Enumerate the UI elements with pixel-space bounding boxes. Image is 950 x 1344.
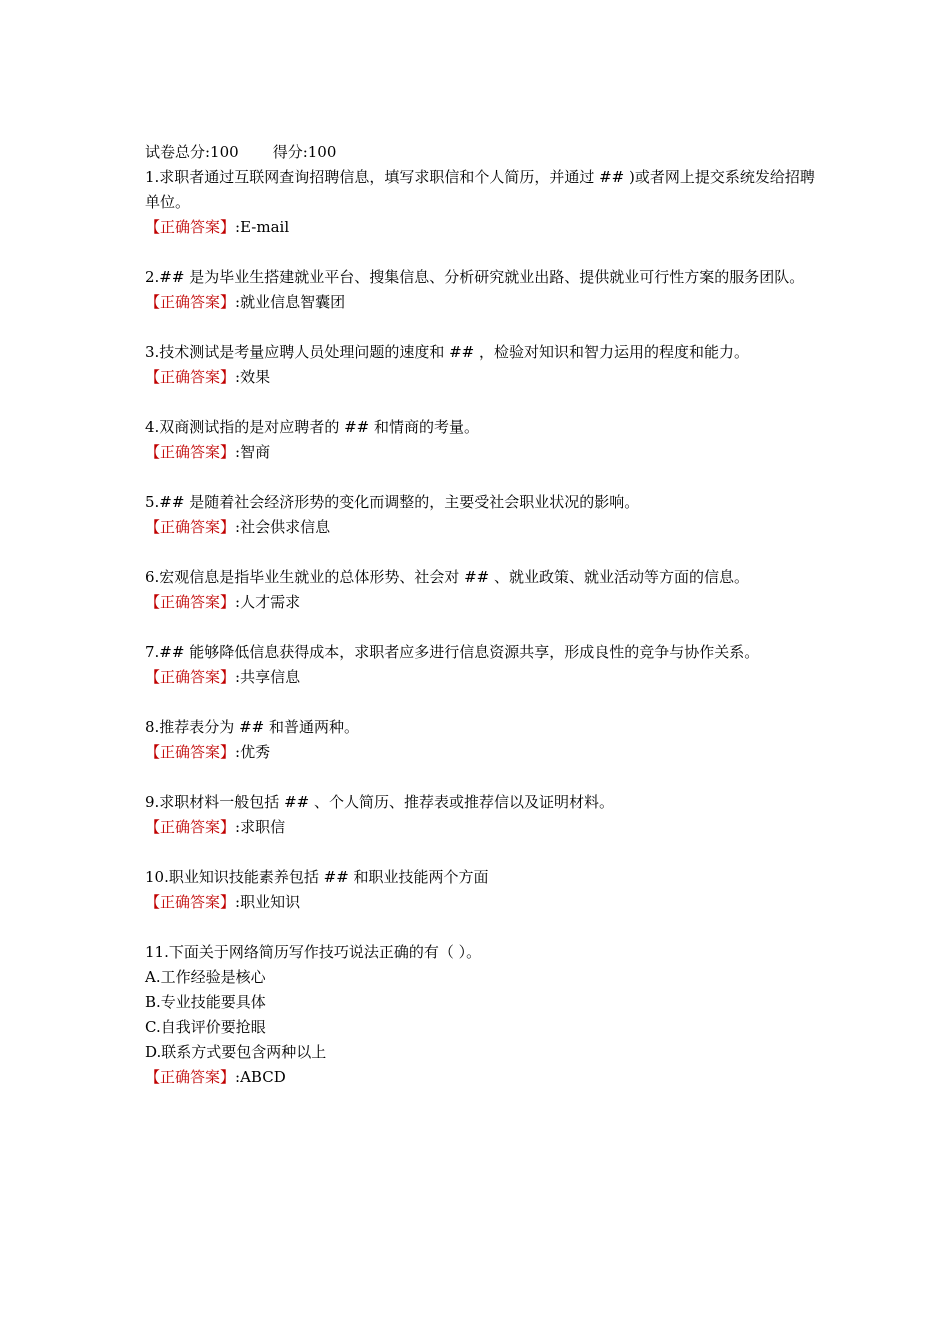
answer-value: 就业信息智囊团 (240, 293, 346, 311)
answer-separator: : (235, 368, 241, 386)
question-list (145, 165, 815, 1090)
answer-separator: : (235, 443, 241, 461)
correct-answer (145, 365, 815, 390)
question-item (145, 265, 815, 315)
answer-value: 共享信息 (240, 668, 301, 686)
answer-label: 【正确答案】 (145, 743, 236, 761)
question-option: D.联系方式要包含两种以上 (145, 1043, 327, 1061)
answer-separator: : (235, 818, 241, 836)
correct-answer (145, 515, 815, 540)
correct-answer (145, 290, 815, 315)
correct-answer (145, 890, 815, 915)
question-item (145, 565, 815, 615)
answer-label: 【正确答案】 (145, 443, 236, 461)
question-option: B.专业技能要具体 (145, 993, 266, 1011)
question-item (145, 865, 815, 915)
answer-separator: : (235, 218, 241, 236)
question-text: 1.求职者通过互联网查询招聘信息，填写求职信和个人简历，并通过 ## )或者网上提交系统发给招聘单位。 (145, 168, 815, 211)
question-item (145, 490, 815, 540)
answer-label: 【正确答案】 (145, 1068, 236, 1086)
answer-separator: : (235, 293, 241, 311)
answer-label: 【正确答案】 (145, 818, 236, 836)
question-item (145, 415, 815, 465)
answer-separator: : (235, 518, 241, 536)
answer-value: 优秀 (240, 743, 271, 761)
answer-label: 【正确答案】 (145, 593, 236, 611)
correct-answer (145, 815, 815, 840)
question-text: 10.职业知识技能素养包括 ## 和职业技能两个方面 (145, 868, 489, 886)
question-item (145, 790, 815, 840)
correct-answer (145, 440, 815, 465)
answer-label: 【正确答案】 (145, 518, 236, 536)
question-text: 3.技术测试是考量应聘人员处理问题的速度和 ## ，检验对知识和智力运用的程度和能力。 (145, 343, 749, 361)
question-item (145, 640, 815, 690)
obtained-score: 得分:100 (272, 143, 337, 161)
question-text: 8.推荐表分为 ## 和普通两种。 (145, 718, 359, 736)
question-option: C.自我评价要抢眼 (145, 1018, 266, 1036)
question-item (145, 340, 815, 390)
correct-answer (145, 740, 815, 765)
answer-value: 效果 (240, 368, 271, 386)
answer-value: 求职信 (240, 818, 286, 836)
correct-answer (145, 1065, 815, 1090)
score-summary (145, 140, 815, 165)
question-text: 4.双商测试指的是对应聘者的 ## 和情商的考量。 (145, 418, 479, 436)
answer-separator: : (235, 593, 241, 611)
answer-label: 【正确答案】 (145, 368, 236, 386)
question-text: 9.求职材料一般包括 ## 、个人简历、推荐表或推荐信以及证明材料。 (145, 793, 614, 811)
correct-answer (145, 665, 815, 690)
question-item (145, 715, 815, 765)
answer-separator: : (235, 743, 241, 761)
question-text: 2.## 是为毕业生搭建就业平台、搜集信息、分析研究就业出路、提供就业可行性方案的服务团队。 (145, 268, 805, 286)
answer-separator: : (235, 893, 241, 911)
question-text: 6.宏观信息是指毕业生就业的总体形势、社会对 ## 、就业政策、就业活动等方面的信息。 (145, 568, 749, 586)
answer-label: 【正确答案】 (145, 218, 236, 236)
answer-label: 【正确答案】 (145, 668, 236, 686)
answer-separator: : (235, 1068, 241, 1086)
exam-document (145, 140, 815, 1115)
question-text: 5.## 是随着社会经济形势的变化而调整的，主要受社会职业状况的影响。 (145, 493, 640, 511)
answer-value: 职业知识 (240, 893, 301, 911)
answer-value: ABCD (240, 1068, 286, 1086)
question-text: 7.## 能够降低信息获得成本，求职者应多进行信息资源共享，形成良性的竞争与协作关系。 (145, 643, 760, 661)
answer-value: E-mail (240, 218, 290, 236)
total-score: 试卷总分:100 (145, 143, 239, 161)
answer-label: 【正确答案】 (145, 293, 236, 311)
correct-answer (145, 590, 815, 615)
question-item (145, 165, 815, 240)
answer-value: 社会供求信息 (240, 518, 331, 536)
correct-answer (145, 215, 815, 240)
answer-value: 智商 (240, 443, 271, 461)
question-item (145, 940, 815, 1090)
question-option: A.工作经验是核心 (145, 968, 266, 986)
question-text: 11.下面关于网络简历写作技巧说法正确的有（ ）。 (145, 943, 482, 961)
answer-label: 【正确答案】 (145, 893, 236, 911)
answer-value: 人才需求 (240, 593, 301, 611)
answer-separator: : (235, 668, 241, 686)
